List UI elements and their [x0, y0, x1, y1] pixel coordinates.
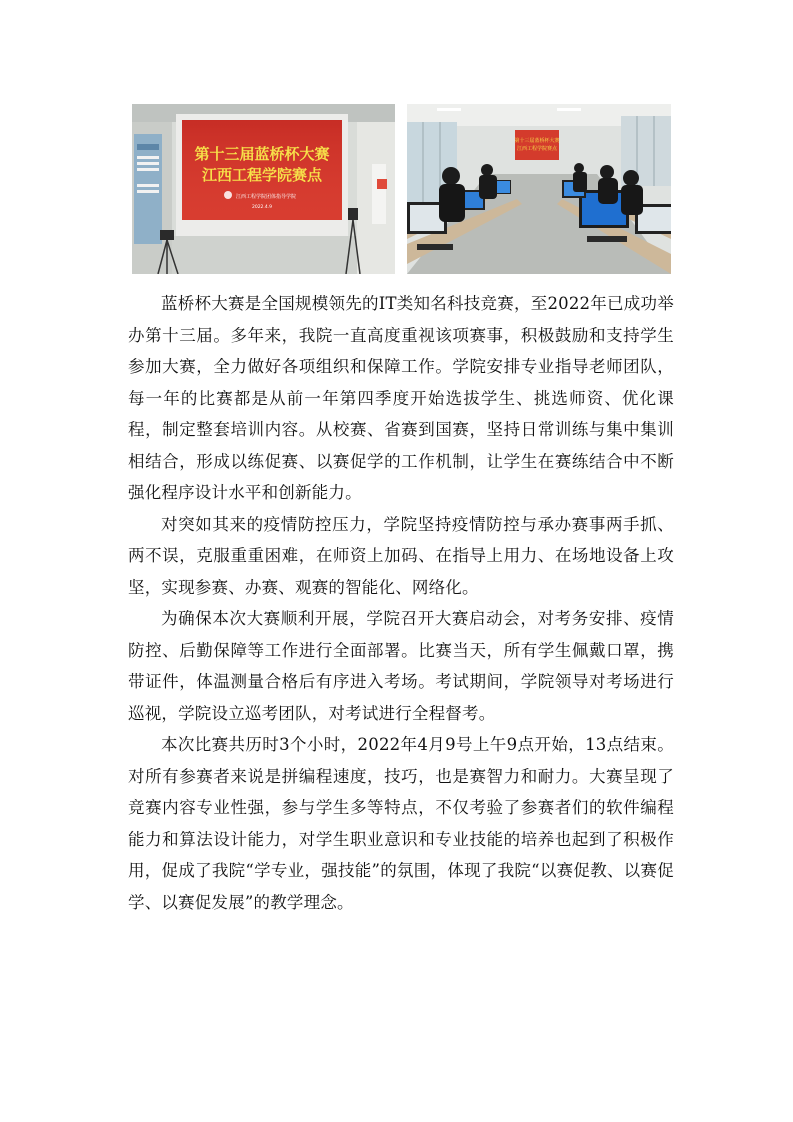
article-body	[128, 288, 674, 918]
contest-screen-photo	[132, 104, 395, 274]
college-logo-icon	[224, 191, 232, 199]
screen-date: 2022.4.9	[251, 205, 273, 210]
screen-subtitle: 江西工程学院团体指导学院	[235, 194, 297, 200]
paragraph-1: 蓝桥杯大赛是全国规模领先的IT类知名科技竞赛，至2022年已成功举办第十三届。多年来，我院一直高度重视该项赛事，积极鼓励和支持学生参加大赛，全力做好各项组织和保障工作。学院安排专业指导老师团队，每一年的比赛都是从前一年第四季度开始选拔学生、挑选师资、优化课程，制定整套培训内容。从校赛、省赛到国赛，坚持日常训练与集中集训相结合，形成以练促赛、以赛促学的工作机制，让学生在赛练结合中不断强化程序设计水平和创新能力。	[128, 294, 674, 502]
computer-lab-photo	[407, 104, 671, 274]
screen-title-line2: 江西工程学院赛点	[201, 166, 323, 184]
lab-screen-line1: 第十三届蓝桥杯大赛	[514, 138, 560, 144]
paragraph-3: 为确保本次大赛顺利开展，学院召开大赛启动会，对考务安排、疫情防控、后勤保障等工作进行全面部署。比赛当天，所有学生佩戴口罩，携带证件，体温测量合格后有序进入考场。考试期间，学院领导对考场进行巡视，学院设立巡考团队，对考试进行全程督考。	[128, 609, 674, 723]
paragraph-4: 本次比赛共历时3个小时，2022年4月9号上午9点开始，13点结束。对所有参赛者来说是拼编程速度，技巧，也是赛智力和耐力。大赛呈现了竞赛内容专业性强，参与学生多等特点，不仅考验了参赛者们的软件编程能力和算法设计能力，对学生职业意识和专业技能的培养也起到了积极作用，促成了我院“学专业，强技能”的氛围，体现了我院“以赛促教、以赛促学、以赛促发展”的教学理念。	[128, 735, 674, 912]
paragraph-2: 对突如其来的疫情防控压力，学院坚持疫情防控与承办赛事两手抓、两不误，克服重重困难，在师资上加码、在指导上用力、在场地设备上攻坚，实现参赛、办赛、观赛的智能化、网络化。	[128, 514, 674, 597]
camera-icon	[160, 230, 174, 240]
lab-screen-line2: 江西工程学院赛点	[516, 146, 558, 152]
screen-title-line1: 第十三届蓝桥杯大赛	[194, 145, 330, 163]
